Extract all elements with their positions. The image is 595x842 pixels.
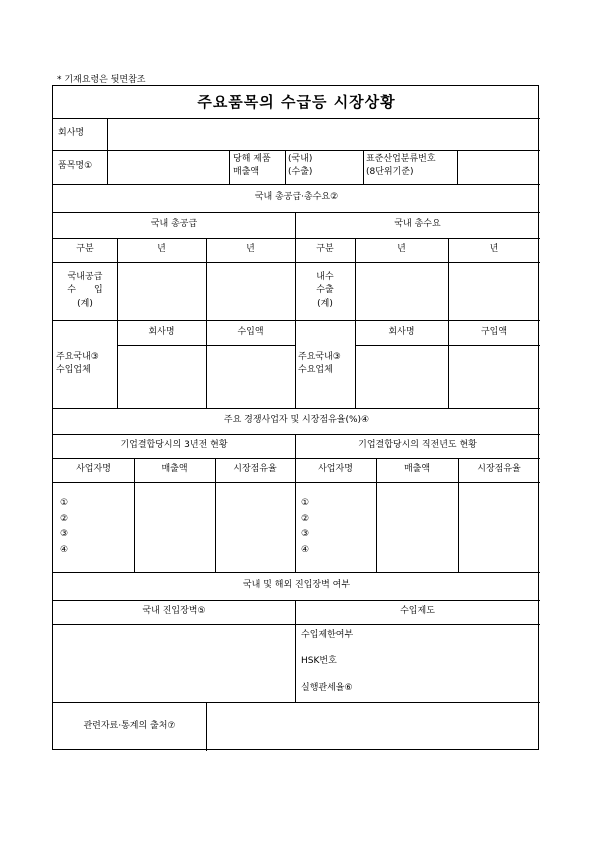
ksic-code-label: 표준산업분류번호 (8단위기준) bbox=[366, 154, 436, 178]
share-header-left: 시장점유율 bbox=[233, 464, 277, 475]
domestic-supply-header: 국내 총공급 bbox=[150, 219, 198, 230]
demand-category-header: 구분 bbox=[316, 244, 334, 255]
product-name-field[interactable] bbox=[108, 151, 228, 183]
supply-year-header-1: 년 bbox=[157, 244, 166, 255]
instruction-note: * 기재요령은 뒷면참조 bbox=[57, 75, 146, 85]
share-cell-right[interactable] bbox=[459, 483, 539, 571]
data-source-field[interactable] bbox=[207, 703, 539, 749]
section-competitors-title: 주요 경쟁사업자 및 시장점유율(%)④ bbox=[223, 415, 370, 426]
operator-name-header-right: 사업자명 bbox=[318, 464, 353, 475]
import-system-header: 수입제도 bbox=[400, 606, 435, 617]
importer-company-header: 회사명 bbox=[148, 326, 175, 337]
domestic-barrier-header: 국내 진입장벽⑤ bbox=[142, 606, 206, 617]
data-source-label: 관련자료·통계의 출처⑦ bbox=[83, 720, 176, 731]
demand-year-header-2: 년 bbox=[489, 244, 499, 255]
purchase-amount-cell[interactable] bbox=[449, 346, 539, 407]
competitor-numbers-left: ① ② ③ ④ bbox=[60, 498, 69, 555]
supply-year-header-2: 년 bbox=[246, 244, 255, 255]
competitor-numbers-right: ① ② ③ ④ bbox=[301, 498, 310, 555]
product-sales-label: 당해 제품 매출액 bbox=[233, 154, 271, 178]
demander-company-cell[interactable] bbox=[356, 346, 447, 407]
sales-domestic-export-field[interactable]: (국내) (수출) bbox=[288, 154, 313, 178]
operator-name-header-left: 사업자명 bbox=[76, 464, 111, 475]
share-header-right: 시장점유율 bbox=[477, 464, 521, 475]
domestic-demand-header: 국내 총수요 bbox=[394, 219, 441, 230]
importer-company-cell[interactable] bbox=[118, 346, 205, 407]
product-name-label: 품목명① bbox=[58, 161, 93, 172]
sales-header-right: 매출액 bbox=[403, 464, 431, 475]
major-importers-label: 주요국내③ 수입업체 bbox=[56, 352, 99, 375]
domestic-barrier-cell[interactable] bbox=[54, 625, 294, 701]
demand-year2-cell[interactable] bbox=[449, 263, 539, 319]
supply-row-labels: 국내공급 수 입 (계) bbox=[67, 271, 103, 309]
sales-cell-left[interactable] bbox=[135, 483, 214, 571]
company-name-field[interactable] bbox=[108, 119, 539, 149]
previous-year-header: 기업결합당시의 직전년도 현황 bbox=[358, 440, 477, 451]
import-system-items: 수입제한여부 HSK번호 실행관세율⑥ bbox=[301, 630, 354, 693]
import-amount-header: 수입액 bbox=[237, 326, 264, 337]
ksic-code-field[interactable] bbox=[458, 151, 539, 183]
supply-year2-cell[interactable] bbox=[207, 263, 294, 319]
demander-company-header: 회사명 bbox=[388, 326, 415, 337]
form-title: 주요품목의 수급등 시장상황 bbox=[197, 92, 396, 111]
section-entry-barriers-title: 국내 및 해외 진입장벽 여부 bbox=[242, 580, 351, 591]
market-status-form bbox=[52, 85, 539, 750]
sales-header-left: 매출액 bbox=[161, 464, 188, 475]
supply-year1-cell[interactable] bbox=[118, 263, 205, 319]
company-name-label: 회사명 bbox=[58, 128, 85, 139]
demand-year-header-1: 년 bbox=[397, 244, 406, 255]
sales-cell-right[interactable] bbox=[377, 483, 457, 571]
section-supply-demand-title: 국내 총공급·총수요② bbox=[254, 192, 339, 203]
demand-year1-cell[interactable] bbox=[356, 263, 447, 319]
three-years-before-header: 기업결합당시의 3년전 현황 bbox=[120, 440, 228, 451]
supply-category-header: 구분 bbox=[76, 244, 94, 255]
demand-row-labels: 내수 수출 (계) bbox=[316, 271, 334, 309]
major-demanders-label: 주요국내③ 수요업체 bbox=[298, 352, 341, 375]
purchase-amount-header: 구입액 bbox=[480, 326, 508, 337]
share-cell-left[interactable] bbox=[216, 483, 294, 571]
import-amount-cell[interactable] bbox=[207, 346, 294, 407]
